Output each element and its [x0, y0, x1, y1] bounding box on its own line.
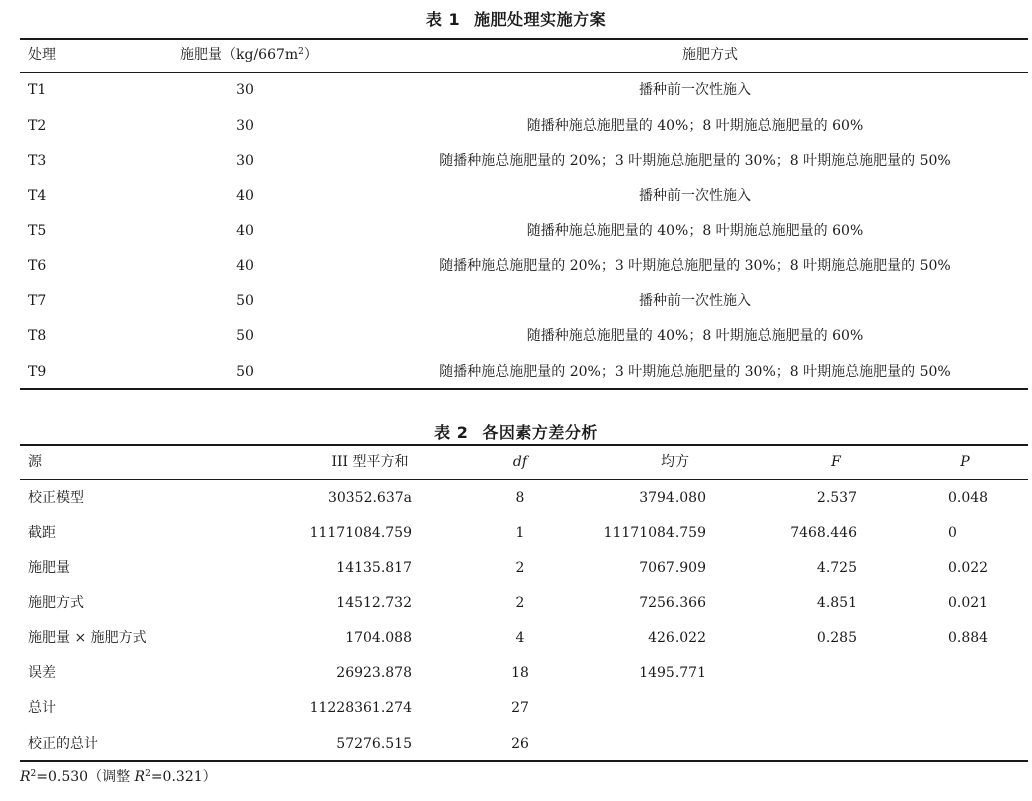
table1-cell-treatment: T2 [28, 118, 47, 134]
table2-title: 各因素方差分析 [482, 423, 598, 442]
table2-cell-source: 施肥方式 [28, 595, 84, 611]
table2-cell-df: 2 [515, 560, 525, 576]
table1-cell-treatment: T7 [28, 293, 47, 309]
table1-cell-amount: 50 [236, 364, 254, 380]
table1-cell-method: 随播种施总施肥量的 20%；3 叶期施总施肥量的 30%；8 叶期施总施肥量的 50% [439, 153, 951, 169]
table1-cell-amount: 30 [236, 153, 254, 169]
table2-header-df: df [512, 454, 528, 470]
table2-cell-p: 0.021 [948, 595, 989, 611]
table1-header-treatment: 处理 [28, 47, 56, 63]
table2-cell-ss: 14135.817 [336, 560, 412, 576]
table1-caption [0, 7, 1032, 30]
table2-caption [0, 420, 1032, 443]
table1-row [0, 220, 1032, 242]
table1-cell-amount: 40 [236, 188, 254, 204]
table1-cell-treatment: T9 [28, 364, 47, 380]
table2-row [0, 662, 1032, 684]
table2-header-ss: III 型平方和 [331, 454, 409, 470]
table2-cell-source: 施肥量 × 施肥方式 [28, 630, 147, 646]
table2-cell-ms: 7067.909 [639, 560, 706, 576]
table1-row [0, 79, 1032, 101]
table2-cell-f: 4.851 [816, 595, 857, 611]
table2-cell-p: 0.884 [948, 630, 989, 646]
table2-row [0, 733, 1032, 755]
table1-cell-treatment: T4 [28, 188, 47, 204]
table1-top-rule [20, 38, 1028, 40]
table1-row [0, 255, 1032, 277]
table1-cell-method: 播种前一次性施入 [639, 82, 751, 98]
table2-cell-ms: 11171084.759 [603, 525, 706, 541]
table1-bottom-rule [20, 388, 1028, 390]
table2-cell-p: 0.022 [948, 560, 989, 576]
table2-cell-df: 18 [511, 665, 529, 681]
table2-cell-df: 26 [511, 736, 529, 752]
table2-row [0, 592, 1032, 614]
table2-row [0, 557, 1032, 579]
table1-header-amount: 施肥量$(kg/667m^2)$ [180, 47, 318, 63]
table2-number: 表 2 [434, 423, 469, 442]
table2-cell-ss: 11171084.759 [309, 525, 412, 541]
table1-row [0, 150, 1032, 172]
table1-row [0, 185, 1032, 207]
table2-cell-df: 27 [511, 700, 529, 716]
table1-cell-method: 播种前一次性施入 [639, 293, 751, 309]
table2-cell-ms: 426.022 [648, 630, 706, 646]
table1-cell-treatment: T5 [28, 223, 47, 239]
table2-cell-ms: 1495.771 [639, 665, 706, 681]
table2-bottom-rule [20, 760, 1028, 762]
table2-cell-source: 施肥量 [28, 560, 70, 576]
table2-cell-ss: 1704.088 [345, 630, 412, 646]
table2-cell-source: 总计 [28, 700, 56, 716]
table1-cell-method: 随播种施总施肥量的 20%；3 叶期施总施肥量的 30%；8 叶期施总施肥量的 50% [439, 258, 951, 274]
table2-cell-source: 校正的总计 [28, 736, 98, 752]
table1-cell-amount: 30 [236, 82, 254, 98]
table2-header-row [0, 451, 1032, 473]
table2-header-f: F [831, 454, 841, 470]
table1-cell-method: 随播种施总施肥量的 20%；3 叶期施总施肥量的 30%；8 叶期施总施肥量的 50% [439, 364, 951, 380]
table2-cell-f: 4.725 [816, 560, 857, 576]
table2-cell-p: 0.048 [948, 490, 989, 506]
table2-cell-source: 误差 [28, 665, 56, 681]
table1-cell-amount: 50 [236, 328, 254, 344]
table2-header-ms: 均方 [661, 454, 689, 470]
table1-header-method: 施肥方式 [682, 47, 738, 63]
table2-cell-ss: 14512.732 [336, 595, 412, 611]
table1-cell-amount: 40 [236, 258, 254, 274]
table2-cell-ss: 26923.878 [336, 665, 412, 681]
table1-cell-method: 随播种施总施肥量的 40%；8 叶期施总施肥量的 60% [526, 328, 864, 344]
table2-cell-ms: 7256.366 [639, 595, 706, 611]
table1-cell-method: 随播种施总施肥量的 40%；8 叶期施总施肥量的 60% [526, 223, 864, 239]
table2-cell-p: 0 [948, 525, 957, 541]
table2-row [0, 487, 1032, 509]
table2-top-rule [20, 444, 1028, 446]
table1-number: 表 1 [425, 10, 461, 29]
table2-cell-df: 4 [515, 630, 525, 646]
table1-row [0, 361, 1032, 383]
table1-cell-treatment: T3 [28, 153, 47, 169]
table1-row [0, 290, 1032, 312]
table2-cell-source: 校正模型 [28, 490, 84, 506]
table1-cell-method: 随播种施总施肥量的 40%；8 叶期施总施肥量的 60% [526, 118, 864, 134]
table1-row [0, 325, 1032, 347]
table1-cell-amount: 40 [236, 223, 254, 239]
table1-cell-method: 播种前一次性施入 [639, 188, 751, 204]
table2-cell-df: 1 [515, 525, 525, 541]
table2-row [0, 522, 1032, 544]
table1-cell-amount: 50 [236, 293, 254, 309]
table2-cell-f: 2.537 [816, 490, 857, 506]
table1-header-row [0, 44, 1032, 66]
table2-cell-ss: 57276.515 [336, 736, 412, 752]
table1-cell-treatment: T1 [28, 82, 47, 98]
table1-title: 施肥处理实施方案 [474, 10, 607, 29]
table1-row [0, 115, 1032, 137]
table1-cell-treatment: T6 [28, 258, 47, 274]
table1-cell-amount: 30 [236, 118, 254, 134]
table2-header-source: 源 [28, 454, 42, 470]
table1-cell-treatment: T8 [28, 328, 47, 344]
table2-row [0, 627, 1032, 649]
table2-header-rule [20, 479, 1028, 480]
table2-cell-source: 截距 [28, 525, 56, 541]
table2-cell-ss: 11228361.274 [309, 700, 412, 716]
table2-header-p: P [960, 454, 970, 470]
table2-cell-ms: 3794.080 [639, 490, 706, 506]
table1-header-rule [20, 72, 1028, 73]
table2-row [0, 697, 1032, 719]
table2-cell-df: 2 [515, 595, 525, 611]
table2-cell-ss: 30352.637a [327, 490, 412, 506]
table2-cell-f: 7468.446 [790, 525, 857, 541]
table2-cell-df: 8 [515, 490, 525, 506]
table2-footnote: $R^2=0.530$（调整 $R^2=0.321$） [20, 769, 217, 785]
table2-cell-f: 0.285 [816, 630, 857, 646]
